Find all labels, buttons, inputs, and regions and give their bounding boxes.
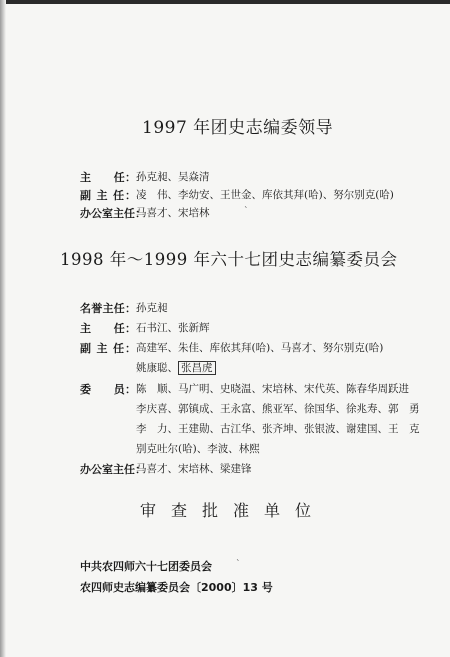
value: 石书江、张新辉 <box>136 322 210 334</box>
label: 办公室主任： <box>80 463 146 476</box>
s2-row-vice-director <box>80 340 383 356</box>
s2-members-line-4: 别克吐尔(哈)、李波、林熙 <box>136 443 260 455</box>
s2-members-line-2: 李庆喜、郭镇成、王永富、熊亚军、徐国华、徐兆寿、郭 勇 <box>136 403 420 415</box>
s1-row-vice-director <box>80 187 394 203</box>
value: 高建军、朱佳、库依其拜(哈)、马喜才、努尔别克(哈) <box>136 342 384 354</box>
value: 凌 伟、李幼安、王世金、库依其拜(哈)、努尔别克(哈) <box>136 189 394 201</box>
s1-row-director <box>80 169 210 185</box>
scan-edge-left <box>0 0 6 657</box>
label: 办公室主任： <box>80 207 146 220</box>
heading-1998-1999-committee: 1998 年～1999 年六十七团史志编纂委员会 <box>60 250 398 269</box>
boxed-name: 张昌虎 <box>178 361 216 375</box>
label: 副 主 任： <box>80 342 136 355</box>
label: 主 任： <box>80 171 136 184</box>
value: 马喜才、宋培林 <box>136 207 210 219</box>
label: 名誉主任： <box>80 302 136 315</box>
label: 主 任： <box>80 322 136 335</box>
approval-unit-1: 中共农四师六十七团委员会 <box>80 560 212 573</box>
scan-speck: ˋ <box>236 560 241 570</box>
s2-row-office-director <box>80 461 252 477</box>
heading-1997-leaders: 1997 年团史志编委领导 <box>142 118 334 138</box>
value: 孙克昶 <box>136 302 168 314</box>
approval-unit-2: 农四师史志编纂委员会〔2000〕13 号 <box>80 581 273 594</box>
s2-members-line-3: 李 力、王建勋、古江华、张齐坤、张银波、谢建国、王 克 <box>136 423 420 435</box>
value: 姚康聪、 <box>136 362 178 374</box>
scan-edge-top <box>0 0 450 4</box>
label: 副 主 任： <box>80 189 136 202</box>
label: 委 员： <box>80 383 136 396</box>
s2-row-honorary-director <box>80 300 168 316</box>
s2-vice-director-continued <box>136 360 216 375</box>
heading-approval-units: 审查批准单位 <box>140 501 327 520</box>
value: 陈 顺、马广明、史晓温、宋培林、宋代英、陈春华周跃进 <box>136 383 409 395</box>
value: 马喜才、宋培林、梁建锋 <box>136 463 252 475</box>
s2-row-director <box>80 320 210 336</box>
s1-row-office-director <box>80 205 210 221</box>
value: 孙克昶、吴焱清 <box>136 171 210 183</box>
scan-speck: ˋ <box>244 207 249 217</box>
s2-row-members <box>80 381 409 397</box>
